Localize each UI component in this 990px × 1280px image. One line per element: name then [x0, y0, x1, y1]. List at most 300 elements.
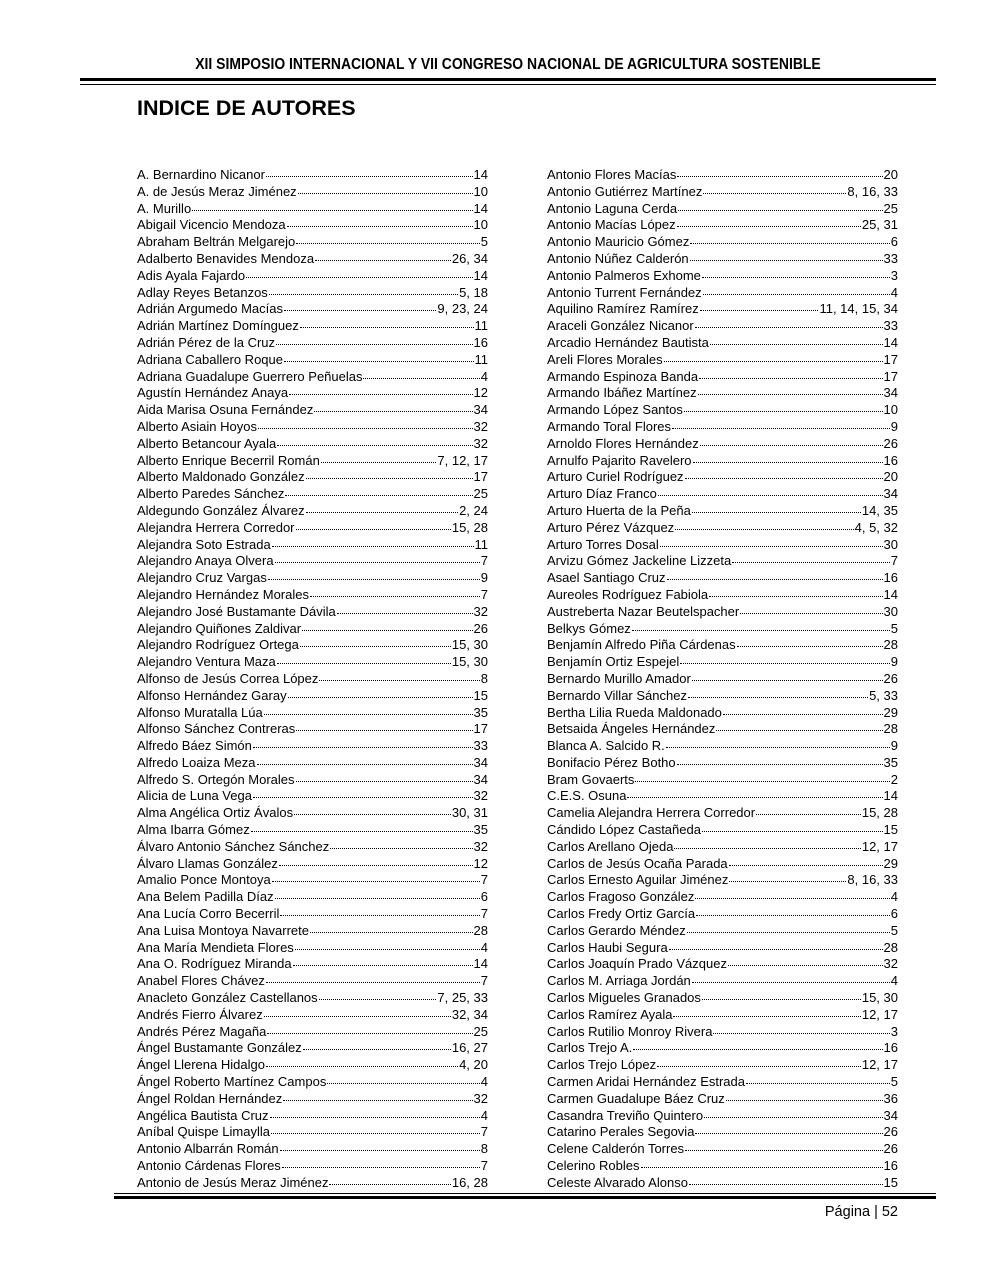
dot-leader	[689, 1184, 883, 1185]
author-name: Arnoldo Flores Hernández	[547, 435, 699, 451]
author-name: Arturo Curiel Rodríguez	[547, 469, 684, 485]
index-entry	[547, 856, 898, 873]
page-references: 4	[890, 284, 898, 300]
author-name: Anacleto González Castellanos	[137, 990, 318, 1006]
index-entry	[547, 705, 898, 722]
dot-leader	[253, 747, 473, 748]
author-name: Alicia de Luna Vega	[137, 788, 252, 804]
index-entry	[137, 553, 488, 570]
author-name: Alfonso de Jesús Correa López	[137, 670, 319, 686]
author-name: Andrés Pérez Magaña	[137, 1023, 267, 1039]
author-name: Carlos Arellano Ojeda	[547, 838, 674, 854]
dot-leader	[327, 1083, 479, 1084]
page-references: 7	[890, 553, 898, 569]
index-entry	[547, 201, 898, 218]
author-name: Ana O. Rodríguez Miranda	[137, 956, 292, 972]
dot-leader	[258, 428, 473, 429]
index-entry	[137, 352, 488, 369]
index-entry	[137, 654, 488, 671]
index-entry	[137, 251, 488, 268]
page-references: 11	[474, 318, 488, 334]
author-name: Bernardo Murillo Amador	[547, 670, 691, 686]
author-name: Alberto Betancour Ayala	[137, 435, 277, 451]
author-name: Asael Santiago Cruz	[547, 570, 666, 586]
dot-leader	[680, 663, 890, 664]
page-references: 6	[890, 234, 898, 250]
author-name: Carlos Ramírez Ayala	[547, 1006, 673, 1022]
author-name: Carlos Ernesto Aguilar Jiménez	[547, 872, 729, 888]
page-references: 11, 14, 15, 34	[819, 301, 898, 317]
index-entry	[547, 671, 898, 688]
dot-leader	[275, 562, 480, 563]
index-entry	[547, 973, 898, 990]
page-references: 4	[480, 939, 488, 955]
author-name: C.E.S. Osuna	[547, 788, 627, 804]
author-name: Alfonso Sánchez Contreras	[137, 721, 296, 737]
dot-leader	[246, 277, 472, 278]
page-references: 15	[883, 1174, 898, 1190]
index-entry	[137, 369, 488, 386]
author-name: Alejandro Cruz Vargas	[137, 570, 267, 586]
index-entry	[547, 1175, 898, 1192]
author-name: Aldegundo González Álvarez	[137, 502, 305, 518]
page-references: 34	[473, 402, 488, 418]
index-entry	[547, 318, 898, 335]
dot-leader	[695, 1133, 882, 1134]
dot-leader	[269, 294, 458, 295]
dot-leader	[740, 613, 882, 614]
index-entry	[547, 234, 898, 251]
index-entry	[547, 486, 898, 503]
author-name: Alejandro José Bustamante Dávila	[137, 603, 336, 619]
footer-rule-thin	[114, 1193, 936, 1194]
page-references: 28	[883, 721, 898, 737]
author-name: Catarino Perales Segovia	[547, 1124, 695, 1140]
index-entry	[137, 1108, 488, 1125]
page-references: 25, 31	[861, 217, 898, 233]
page-references: 17	[883, 351, 898, 367]
dot-leader	[257, 764, 473, 765]
section-title: INDICE DE AUTORES	[137, 96, 356, 120]
author-name: Carlos Haubi Segura	[547, 939, 668, 955]
index-entry	[547, 1141, 898, 1158]
dot-leader	[729, 881, 846, 882]
index-entry	[547, 285, 898, 302]
dot-leader	[253, 797, 473, 798]
index-entry	[137, 604, 488, 621]
index-entry	[137, 1158, 488, 1175]
author-name: Adis Ayala Fajardo	[137, 267, 246, 283]
page-references: 30	[883, 536, 898, 552]
index-entry	[547, 301, 898, 318]
author-name: Alfredo S. Ortegón Morales	[137, 771, 295, 787]
author-name: Antonio Flores Macías	[547, 167, 677, 182]
dot-leader	[337, 613, 473, 614]
page-references: 15, 28	[861, 805, 898, 821]
page-references: 33	[473, 738, 488, 754]
index-entry	[137, 385, 488, 402]
page-references: 36	[883, 1090, 898, 1106]
author-name: Abraham Beltrán Melgarejo	[137, 234, 296, 250]
index-entry	[137, 1091, 488, 1108]
dot-leader	[700, 310, 819, 311]
dot-leader	[698, 394, 883, 395]
index-entry	[547, 1091, 898, 1108]
author-name: Antonio de Jesús Meraz Jiménez	[137, 1174, 329, 1190]
dot-leader	[695, 327, 883, 328]
author-name: Antonio Gutiérrez Martínez	[547, 183, 703, 199]
page-references: 14, 35	[861, 502, 898, 518]
index-entry	[547, 369, 898, 386]
dot-leader	[300, 327, 474, 328]
dot-leader	[693, 462, 883, 463]
index-entry	[137, 503, 488, 520]
dot-leader	[641, 1167, 883, 1168]
page-references: 16, 28	[451, 1174, 488, 1190]
dot-leader	[296, 529, 451, 530]
author-name: Arturo Díaz Franco	[547, 486, 657, 502]
dot-leader	[713, 1033, 889, 1034]
dot-leader	[737, 646, 883, 647]
page-references: 4, 20	[459, 1057, 488, 1073]
index-entry	[137, 184, 488, 201]
page-references: 34	[473, 771, 488, 787]
index-entry	[137, 671, 488, 688]
author-name: Alejandro Rodríguez Ortega	[137, 637, 299, 653]
page-references: 26	[883, 670, 898, 686]
page-references: 7	[480, 906, 488, 922]
page-references: 20	[883, 167, 898, 182]
index-entry	[137, 788, 488, 805]
dot-leader	[678, 210, 882, 211]
page-number: Página | 52	[824, 1204, 898, 1220]
page-references: 8, 16, 33	[847, 872, 898, 888]
author-name: Bertha Lilia Rueda Maldonado	[547, 704, 722, 720]
page-references: 12	[473, 385, 488, 401]
page-references: 26, 34	[451, 250, 488, 266]
page-references: 20	[883, 469, 898, 485]
author-name: Blanca A. Salcido R.	[547, 738, 665, 754]
dot-leader	[723, 714, 883, 715]
dot-leader	[677, 764, 883, 765]
author-name: Agustín Hernández Anaya	[137, 385, 289, 401]
author-name: Antonio Palmeros Exhome	[547, 267, 701, 283]
page-references: 15	[883, 822, 898, 838]
dot-leader	[264, 1016, 451, 1017]
page-references: 35	[883, 754, 898, 770]
page-references: 32	[473, 788, 488, 804]
dot-leader	[270, 1117, 480, 1118]
index-entry	[547, 436, 898, 453]
author-name: Alejandro Anaya Olvera	[137, 553, 274, 569]
page-references: 30, 31	[451, 805, 488, 821]
index-entry	[547, 1108, 898, 1125]
index-entry	[547, 1158, 898, 1175]
author-name: Adrián Pérez de la Cruz	[137, 334, 276, 350]
author-name: Benjamín Alfredo Piña Cárdenas	[547, 637, 736, 653]
author-name: Alejandro Quiñones Zaldivar	[137, 620, 302, 636]
page-references: 26	[883, 1124, 898, 1140]
dot-leader	[287, 226, 473, 227]
author-name: Bram Govaerts	[547, 771, 635, 787]
page-references: 11	[474, 536, 488, 552]
dot-leader	[306, 478, 473, 479]
index-entry	[547, 570, 898, 587]
dot-leader	[295, 949, 480, 950]
page-references: 26	[883, 1141, 898, 1157]
author-name: Antonio Turrent Fernández	[547, 284, 702, 300]
page-references: 5	[890, 922, 898, 938]
author-name: Celerino Robles	[547, 1158, 640, 1174]
page-references: 9	[890, 654, 898, 670]
dot-leader	[627, 797, 882, 798]
dot-leader	[302, 630, 472, 631]
dot-leader	[684, 411, 883, 412]
page-references: 7	[480, 1124, 488, 1140]
author-name: A. de Jesús Meraz Jiménez	[137, 183, 297, 199]
dot-leader	[272, 881, 480, 882]
index-entry	[137, 537, 488, 554]
dot-leader	[319, 680, 479, 681]
dot-leader	[285, 495, 472, 496]
page-references: 9	[890, 418, 898, 434]
dot-leader	[284, 361, 474, 362]
author-name: Adalberto Benavides Mendoza	[137, 250, 315, 266]
index-entry	[547, 990, 898, 1007]
dot-leader	[294, 814, 451, 815]
index-entry	[137, 721, 488, 738]
author-name: Álvaro Llamas González	[137, 855, 278, 871]
header-title: XII SIMPOSIO INTERNACIONAL Y VII CONGRESO NACIONAL DE AGRICULTURA SOSTENIBLE	[195, 56, 821, 73]
dot-leader	[296, 730, 472, 731]
page-references: 32, 34	[451, 1006, 488, 1022]
index-entry	[547, 621, 898, 638]
page-references: 25	[473, 1023, 488, 1039]
author-name: Ángel Bustamante González	[137, 1040, 302, 1056]
page-references: 7, 25, 33	[437, 990, 488, 1006]
dot-leader	[289, 394, 472, 395]
author-name: Arturo Huerta de la Peña	[547, 502, 691, 518]
index-entry	[547, 335, 898, 352]
page-references: 7	[480, 872, 488, 888]
dot-leader	[692, 680, 883, 681]
index-entry	[547, 469, 898, 486]
index-entry	[137, 486, 488, 503]
index-entry	[137, 234, 488, 251]
dot-leader	[664, 361, 883, 362]
index-entry	[547, 1057, 898, 1074]
author-name: Adrián Argumedo Macías	[137, 301, 283, 317]
page-references: 33	[883, 318, 898, 334]
index-entry	[547, 503, 898, 520]
page-references: 17	[473, 721, 488, 737]
dot-leader	[658, 495, 883, 496]
page-references: 12, 17	[861, 1057, 898, 1073]
author-name: Arcadio Hernández Bautista	[547, 334, 709, 350]
page-references: 17	[473, 469, 488, 485]
index-entry	[137, 755, 488, 772]
dot-leader	[315, 260, 451, 261]
page-references: 8, 16, 33	[847, 183, 898, 199]
author-name: Adlay Reyes Betanzos	[137, 284, 268, 300]
author-name: Austreberta Nazar Beutelspacher	[547, 603, 740, 619]
author-name: A. Murillo	[137, 200, 192, 216]
index-entry	[137, 805, 488, 822]
author-name: Ana Lucía Corro Becerril	[137, 906, 280, 922]
page-references: 10	[473, 183, 488, 199]
dot-leader	[692, 982, 890, 983]
page-references: 12, 17	[861, 838, 898, 854]
dot-leader	[669, 949, 883, 950]
page-references: 3	[890, 267, 898, 283]
author-name: Alberto Asiain Hoyos	[137, 418, 257, 434]
index-entry	[137, 637, 488, 654]
index-entry	[137, 621, 488, 638]
dot-leader	[329, 1184, 450, 1185]
author-name: Celene Calderón Torres	[547, 1141, 685, 1157]
dot-leader	[673, 1016, 860, 1017]
author-index-right-column	[547, 167, 898, 1192]
index-entry	[137, 436, 488, 453]
index-entry	[547, 772, 898, 789]
index-entry	[137, 469, 488, 486]
author-name: Carmen Aridai Hernández Estrada	[547, 1074, 745, 1090]
dot-leader	[702, 831, 883, 832]
page-references: 35	[473, 822, 488, 838]
page-references: 2, 24	[459, 502, 488, 518]
dot-leader	[296, 243, 480, 244]
author-name: Anabel Flores Chávez	[137, 973, 265, 989]
page-references: 5, 33	[869, 687, 898, 703]
page-references: 8	[480, 670, 488, 686]
index-entry	[137, 772, 488, 789]
dot-leader	[690, 260, 883, 261]
dot-leader	[280, 915, 479, 916]
index-entry	[137, 738, 488, 755]
author-name: Ángel Roldan Hernández	[137, 1090, 283, 1106]
dot-leader	[657, 1066, 861, 1067]
index-entry	[137, 570, 488, 587]
author-index-left-column	[137, 167, 488, 1192]
author-name: Ángel Llerena Hidalgo	[137, 1057, 265, 1073]
page-references: 7	[480, 586, 488, 602]
author-name: Carlos Trejo López	[547, 1057, 657, 1073]
page-references: 10	[883, 402, 898, 418]
author-name: Aníbal Quispe Limaylla	[137, 1124, 270, 1140]
author-name: Adriana Caballero Roque	[137, 351, 283, 367]
dot-leader	[276, 344, 473, 345]
author-name: Alfonso Muratalla Lúa	[137, 704, 263, 720]
author-name: Carlos Fragoso González	[547, 889, 695, 905]
page-references: 7	[480, 973, 488, 989]
page-references: 32	[473, 603, 488, 619]
author-name: Carlos Gerardo Méndez	[547, 922, 686, 938]
page-references: 34	[883, 1107, 898, 1123]
page-references: 29	[883, 855, 898, 871]
author-name: Belkys Gómez	[547, 620, 631, 636]
index-entry	[547, 654, 898, 671]
index-entry	[547, 956, 898, 973]
footer-rule-thick	[114, 1196, 936, 1199]
dot-leader	[267, 1033, 472, 1034]
index-entry	[547, 688, 898, 705]
dot-leader	[635, 781, 889, 782]
index-entry	[137, 973, 488, 990]
index-entry	[137, 889, 488, 906]
page-references: 7	[480, 1158, 488, 1174]
dot-leader	[667, 579, 883, 580]
dot-leader	[310, 596, 480, 597]
dot-leader	[277, 445, 472, 446]
author-name: Alberto Paredes Sánchez	[137, 486, 285, 502]
index-entry	[137, 453, 488, 470]
dot-leader	[672, 428, 890, 429]
author-name: Alfredo Loaiza Meza	[137, 754, 256, 770]
index-entry	[137, 906, 488, 923]
author-name: Ana Luisa Montoya Navarrete	[137, 922, 309, 938]
index-entry	[137, 839, 488, 856]
page-references: 14	[473, 200, 488, 216]
dot-leader	[690, 243, 889, 244]
page-references: 12	[473, 855, 488, 871]
author-name: Carlos Joaquín Prado Vázquez	[547, 956, 727, 972]
dot-leader	[633, 1049, 882, 1050]
page-references: 5	[890, 1074, 898, 1090]
page-references: 4	[890, 889, 898, 905]
page-references: 4	[480, 368, 488, 384]
dot-leader	[709, 596, 882, 597]
page-references: 5	[480, 234, 488, 250]
author-name: Arvizu Gómez Jackeline Lizzeta	[547, 553, 732, 569]
dot-leader	[293, 965, 473, 966]
index-entry	[547, 402, 898, 419]
index-entry	[547, 419, 898, 436]
author-name: Camelia Alejandra Herrera Corredor	[547, 805, 756, 821]
index-entry	[137, 872, 488, 889]
dot-leader	[310, 932, 473, 933]
index-entry	[137, 1057, 488, 1074]
index-entry	[137, 1175, 488, 1192]
dot-leader	[660, 546, 883, 547]
author-name: Casandra Treviño Quintero	[547, 1107, 704, 1123]
page-references: 30	[883, 603, 898, 619]
page-references: 16	[883, 570, 898, 586]
author-name: Cándido López Castañeda	[547, 822, 701, 838]
page-references: 7, 12, 17	[437, 452, 488, 468]
dot-leader	[321, 462, 437, 463]
index-entry	[137, 1040, 488, 1057]
page-references: 12, 17	[861, 1006, 898, 1022]
page-references: 16	[883, 1158, 898, 1174]
dot-leader	[685, 1150, 882, 1151]
index-entry	[547, 553, 898, 570]
index-entry	[547, 721, 898, 738]
page-references: 9, 23, 24	[437, 301, 488, 317]
author-name: Arturo Pérez Vázquez	[547, 519, 675, 535]
author-name: Armando Ibáñez Martínez	[547, 385, 697, 401]
page-references: 15, 30	[451, 654, 488, 670]
index-entry	[547, 167, 898, 184]
index-entry	[547, 889, 898, 906]
dot-leader	[319, 999, 437, 1000]
author-name: Alejandra Herrera Corredor	[137, 519, 295, 535]
author-name: Ana María Mendieta Flores	[137, 939, 294, 955]
index-entry	[137, 923, 488, 940]
author-name: Carlos Rutilio Monroy Rivera	[547, 1023, 713, 1039]
index-entry	[137, 587, 488, 604]
dot-leader	[677, 176, 882, 177]
page-references: 28	[883, 637, 898, 653]
